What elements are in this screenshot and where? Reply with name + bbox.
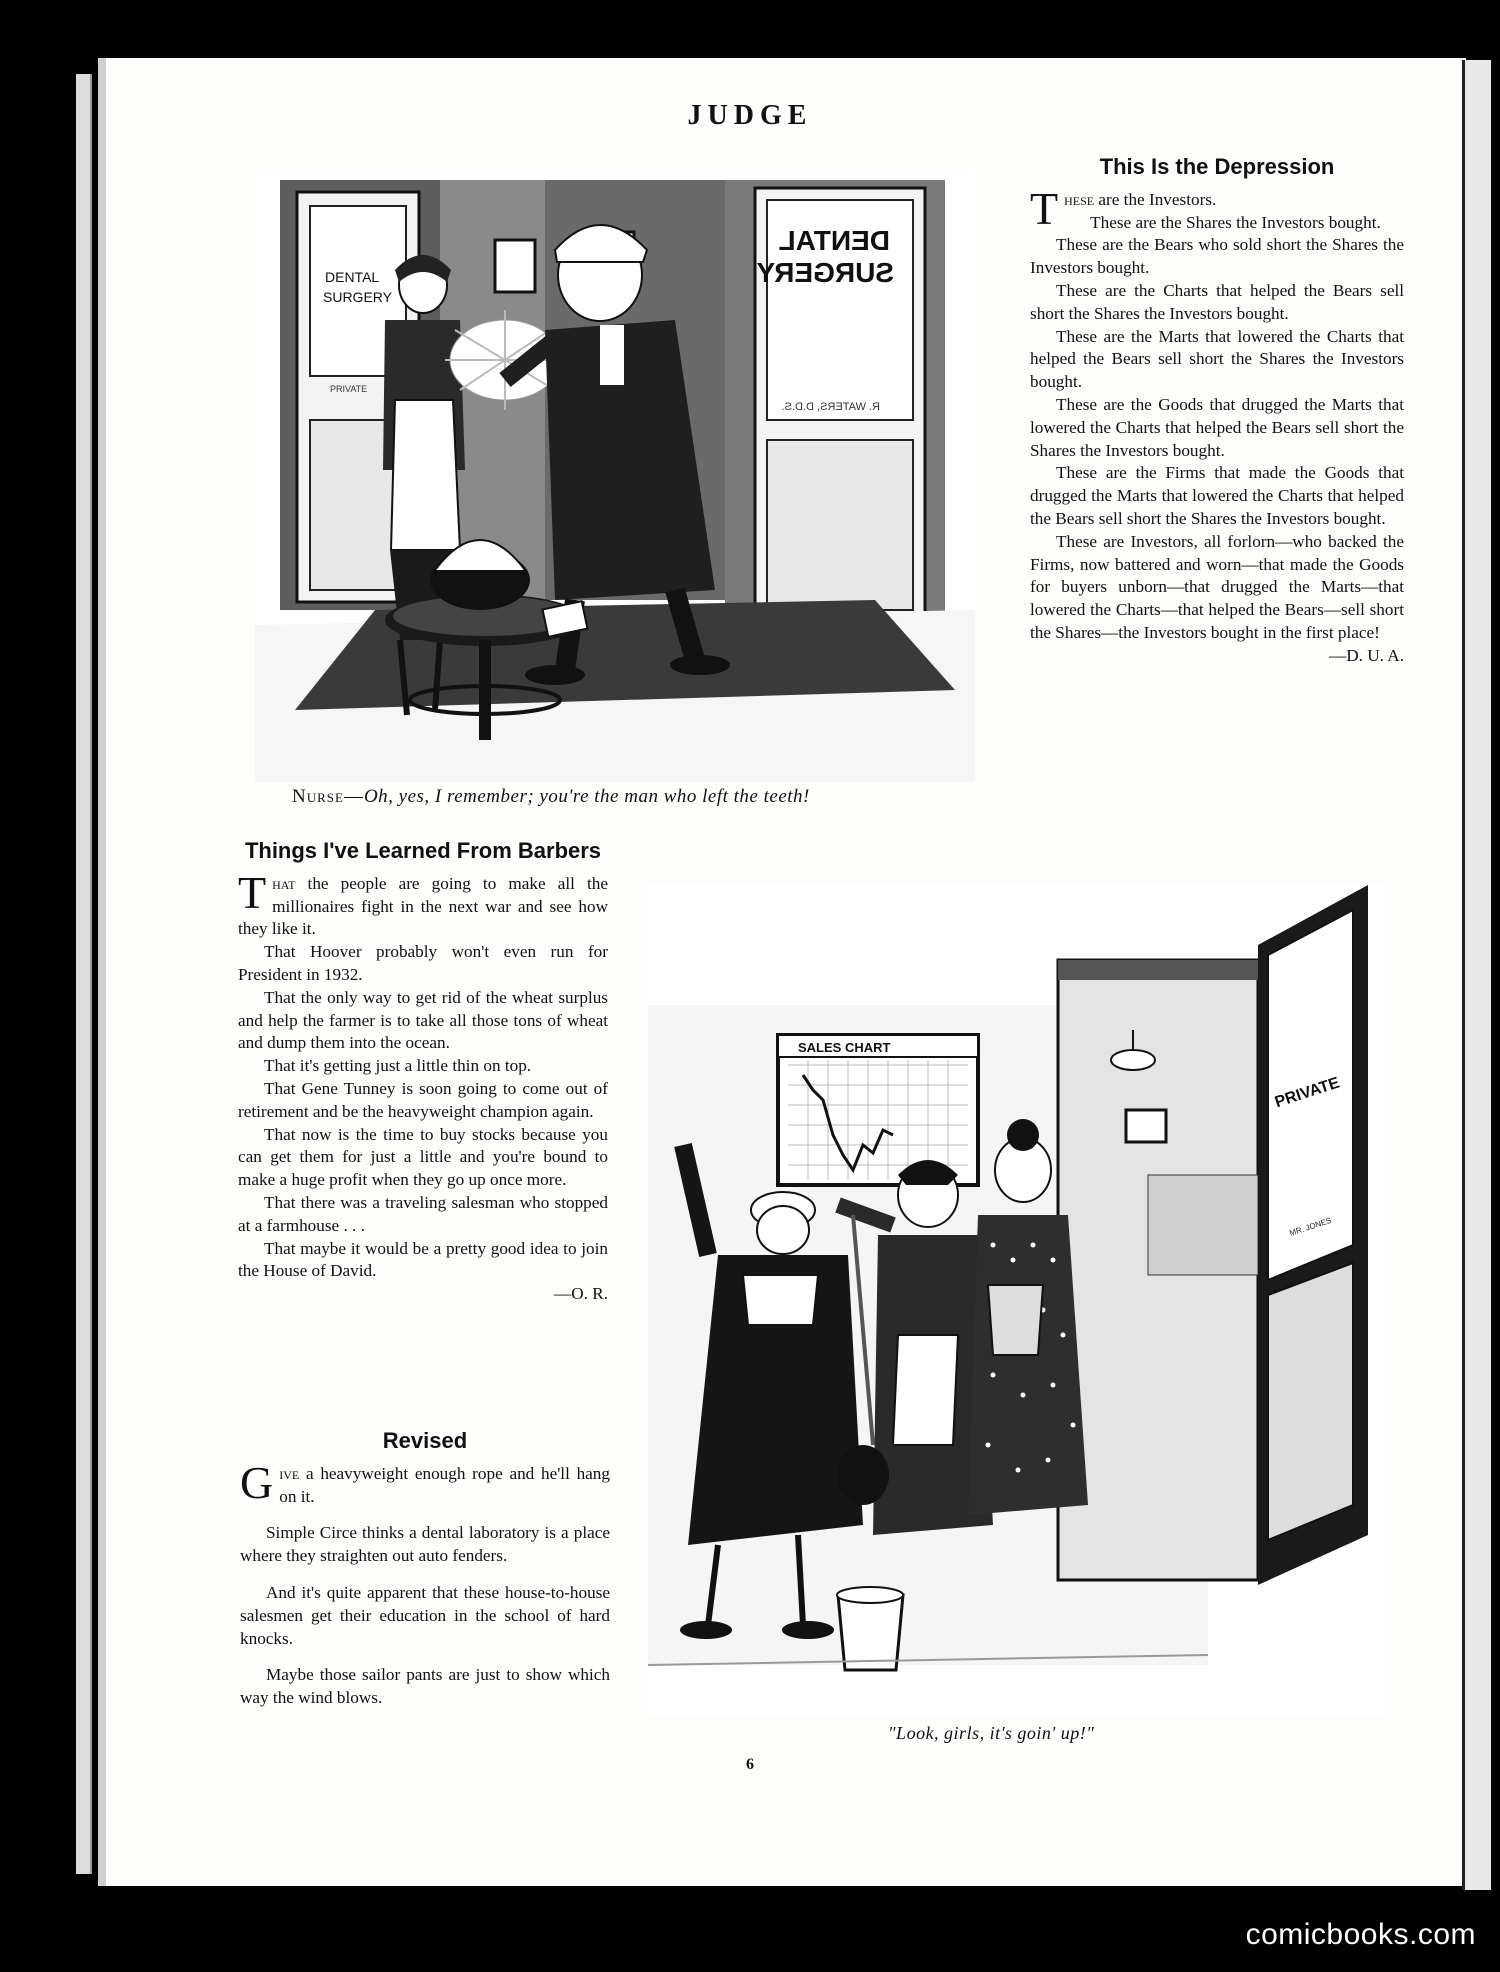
page-number: 6 <box>746 1756 754 1773</box>
svg-text:PRIVATE: PRIVATE <box>330 384 368 394</box>
article-paragraph: That there was a traveling salesman who stopped at a farmhouse . . . <box>238 1192 608 1235</box>
article-paragraph: That Hoover probably won't even run for President in 1932. <box>238 942 608 984</box>
cartoon1-caption <box>292 786 992 808</box>
sales-chart-board <box>778 1035 978 1185</box>
drop-cap: T <box>1030 182 1059 234</box>
svg-text:SURGERY: SURGERY <box>756 257 894 288</box>
article-paragraph: These are the Goods that drugged the Marts that lowered the Charts that helped the Bears sell short the Shares the Investors bought. <box>1030 394 1404 460</box>
signature: —D. U. A. <box>1329 645 1404 665</box>
caption-text: Oh, yes, I remember; you're the man who left the teeth! <box>363 786 810 807</box>
mop-bucket <box>837 1587 903 1670</box>
masthead: JUDGE <box>687 100 813 131</box>
svg-text:MR. JONES: MR. JONES <box>1288 1215 1333 1238</box>
site-watermark: comicbooks.com <box>1245 1918 1476 1951</box>
article-paragraph: That it's getting just a little thin on top. <box>264 1056 532 1076</box>
article-revised <box>240 1430 610 1710</box>
article-paragraph: These are the Investors. <box>1030 182 1217 234</box>
article-depression <box>1030 156 1404 668</box>
dental-office-cartoon <box>255 170 975 782</box>
svg-text:SALES CHART: SALES CHART <box>798 1040 891 1055</box>
article-paragraph: Maybe those sailor pants are just to show which way the wind blows. <box>240 1665 610 1708</box>
svg-text:R. WATERS, D.D.S.: R. WATERS, D.D.S. <box>781 401 880 413</box>
article-paragraph: That the people are going to make all the millionaires fight in the next war and see how they like it. <box>238 866 608 939</box>
article-paragraph: These are Investors, all forlorn—who backed the Firms, now battered and worn—that made the Goods for buyers unborn—that drugged the Marts—that lowered the Charts—that helped the Bears—sell short the Shares—the Investors bought in the first place! <box>1030 531 1404 642</box>
caption-speaker: Nurse— <box>292 786 364 807</box>
article-paragraph: These are the Bears who sold short the Shares the Investors bought. <box>1030 235 1404 278</box>
door-private-sign: PRIVATE <box>1272 1074 1342 1112</box>
article-paragraph: And it's quite apparent that these house-to-house salesmen get their education in the school of hard knocks. <box>240 1582 610 1648</box>
article-paragraph: That the only way to get rid of the wheat surplus and help the farmer is to take all those tons of wheat and dump them into the ocean. <box>238 987 608 1053</box>
svg-text:SURGERY: SURGERY <box>323 289 392 305</box>
article-barbers <box>238 840 608 1306</box>
article-title: Revised <box>382 1428 468 1453</box>
door-left-sign: DENTAL <box>325 269 380 285</box>
article-paragraph: These are the Marts that lowered the Charts that helped the Bears sell short the Shares the Investors bought. <box>1030 326 1404 392</box>
cartoon2-caption: "Look, girls, it's goin' up!" <box>888 1723 1095 1743</box>
article-title: This Is the Depression <box>1099 154 1335 179</box>
article-paragraph: These are the Firms that made the Goods that drugged the Marts that lowered the Charts that helped the Bears sell short the Shares the Investors bought. <box>1030 463 1404 528</box>
article-paragraph: That Gene Tunney is soon going to come out of retirement and be the heavyweight champion again. <box>238 1078 608 1121</box>
article-paragraph: Simple Circe thinks a dental laboratory is a place where they straighten out auto fenders. <box>240 1523 610 1566</box>
drop-cap: G <box>240 1456 274 1508</box>
page-edge <box>1462 60 1491 1890</box>
article-title: Things I've Learned From Barbers <box>244 838 602 863</box>
article-paragraph: These are the Shares the Investors bought. <box>1090 212 1381 232</box>
article-paragraph: These are the Charts that helped the Bears sell short the Shares the Investors bought. <box>1030 280 1404 323</box>
signature: —O. R. <box>554 1284 608 1304</box>
article-paragraph: Give a heavyweight enough rope and he'll hang on it. <box>240 1456 610 1508</box>
article-paragraph: That maybe it would be a pretty good idea to join the House of David. <box>238 1238 608 1281</box>
svg-text:DENTAL: DENTAL <box>778 225 890 256</box>
page-spine <box>76 74 92 1874</box>
article-paragraph: That now is the time to buy stocks because you can get them for just a little and you're bound to make a huge profit when they go up once more. <box>238 1124 608 1190</box>
sales-chart-cartoon <box>648 885 1388 1715</box>
drop-cap: T <box>238 866 267 918</box>
